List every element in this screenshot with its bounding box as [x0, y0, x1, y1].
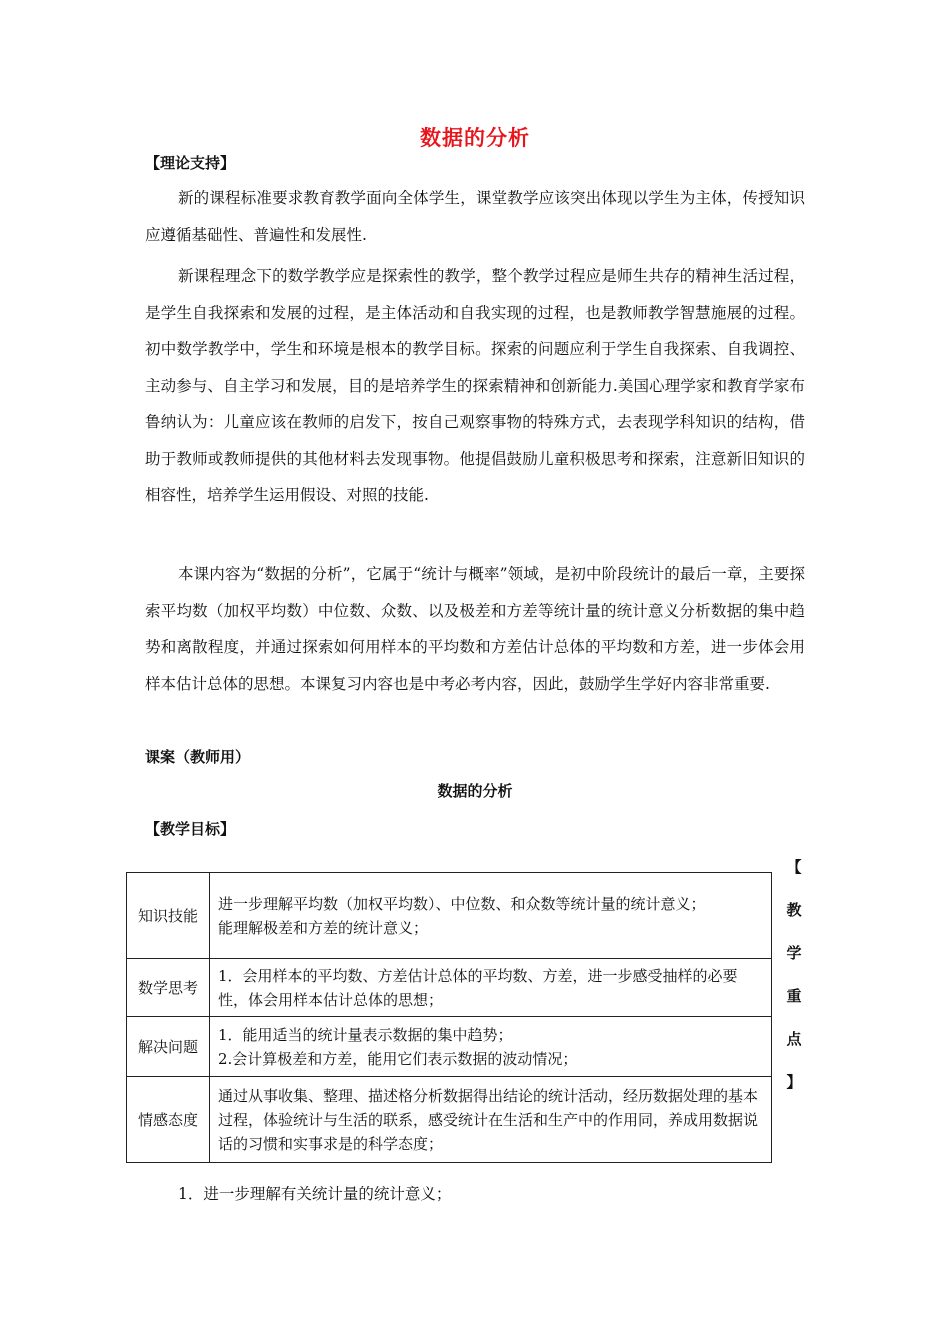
goal-line: 通过从事收集、整理、描述格分析数据得出结论的统计活动，经历数据处理的基本过程，体验统计与生活的联系，感受统计在生活和生产中的作用同，养成用数据说话的习惯和实事求是的科学态度； [218, 1086, 759, 1153]
goal-label: 知识技能 [127, 873, 210, 959]
key-point-item: 1．进一步理解有关统计量的统计意义； [178, 1185, 452, 1203]
paragraph-1: 新的课程标准要求教育教学面向全体学生，课堂教学应该突出体现以学生为主体，传授知识应遵循基础性、普遍性和发展性. [145, 189, 805, 244]
vertical-char: 【 [786, 858, 802, 876]
table-row [127, 1017, 772, 1077]
goal-line: 进一步理解平均数（加权平均数）、中位数、和众数等统计量的统计意义； [218, 894, 706, 913]
teaching-goals-label: 【教学目标】 [145, 820, 236, 838]
teaching-goals-table [126, 872, 772, 1163]
document-title: 数据的分析 [420, 126, 530, 150]
table-row [127, 1077, 772, 1163]
table-row [127, 873, 772, 959]
vertical-char: 教 [786, 901, 802, 919]
vertical-char: 重 [786, 987, 802, 1005]
vertical-char: 点 [786, 1030, 802, 1048]
lesson-plan-label: 课案（教师用） [145, 748, 251, 766]
section-subtitle: 数据的分析 [437, 782, 513, 800]
goal-content [210, 1077, 772, 1163]
table-row [127, 959, 772, 1017]
vertical-char: 学 [786, 944, 802, 962]
goal-line: 1．能用适当的统计量表示数据的集中趋势； [218, 1025, 513, 1044]
goal-line: 2.会计算极差和方差，能用它们表示数据的波动情况； [218, 1049, 578, 1068]
theory-support-label: 【理论支持】 [145, 154, 236, 172]
goal-line: 1．会用样本的平均数、方差估计总体的平均数、方差，进一步感受抽样的必要性，体会用样本估计总体的思想； [218, 966, 738, 1009]
goal-line: 能理解极差和方差的统计意义； [218, 918, 429, 937]
goal-content [210, 1017, 772, 1077]
paragraph-2: 新课程理念下的数学教学应是探索性的教学，整个教学过程应是师生共存的精神生活过程，是学生自我探索和发展的过程，是主体活动和自我实现的过程，也是教师教学智慧施展的过程。初中数学教学中，学生和环境是根本的教学目标。探索的问题应利于学生自我探索、自我调控、主动参与、自主学习和发展，目的是培养学生的探索精神和创新能力.美国心理学家和教育学家布鲁纳认为：儿童应该在教师的启发下，按自己观察事物的特殊方式，去表现学科知识的结构，借助于教师或教师提供的其他材料去发现事物。他提倡鼓励儿童积极思考和探索，注意新旧知识的相容性，培养学生运用假设、对照的技能. [145, 267, 805, 504]
vertical-char: 】 [786, 1073, 802, 1091]
goal-label: 情感态度 [127, 1077, 210, 1163]
goal-content [210, 959, 772, 1017]
goal-content [210, 873, 772, 959]
goal-label: 数学思考 [127, 959, 210, 1017]
goal-label: 解决问题 [127, 1017, 210, 1077]
teaching-key-points-vertical-label [780, 846, 808, 1104]
paragraph-3: 本课内容为“数据的分析”，它属于“统计与概率”领域，是初中阶段统计的最后一章，主要探索平均数（加权平均数）中位数、众数、以及极差和方差等统计量的统计意义分析数据的集中趋势和离散程度，并通过探索如何用样本的平均数和方差估计总体的平均数和方差，进一步体会用样本估计总体的思想。本课复习内容也是中考必考内容，因此，鼓励学生学好内容非常重要. [145, 565, 805, 693]
